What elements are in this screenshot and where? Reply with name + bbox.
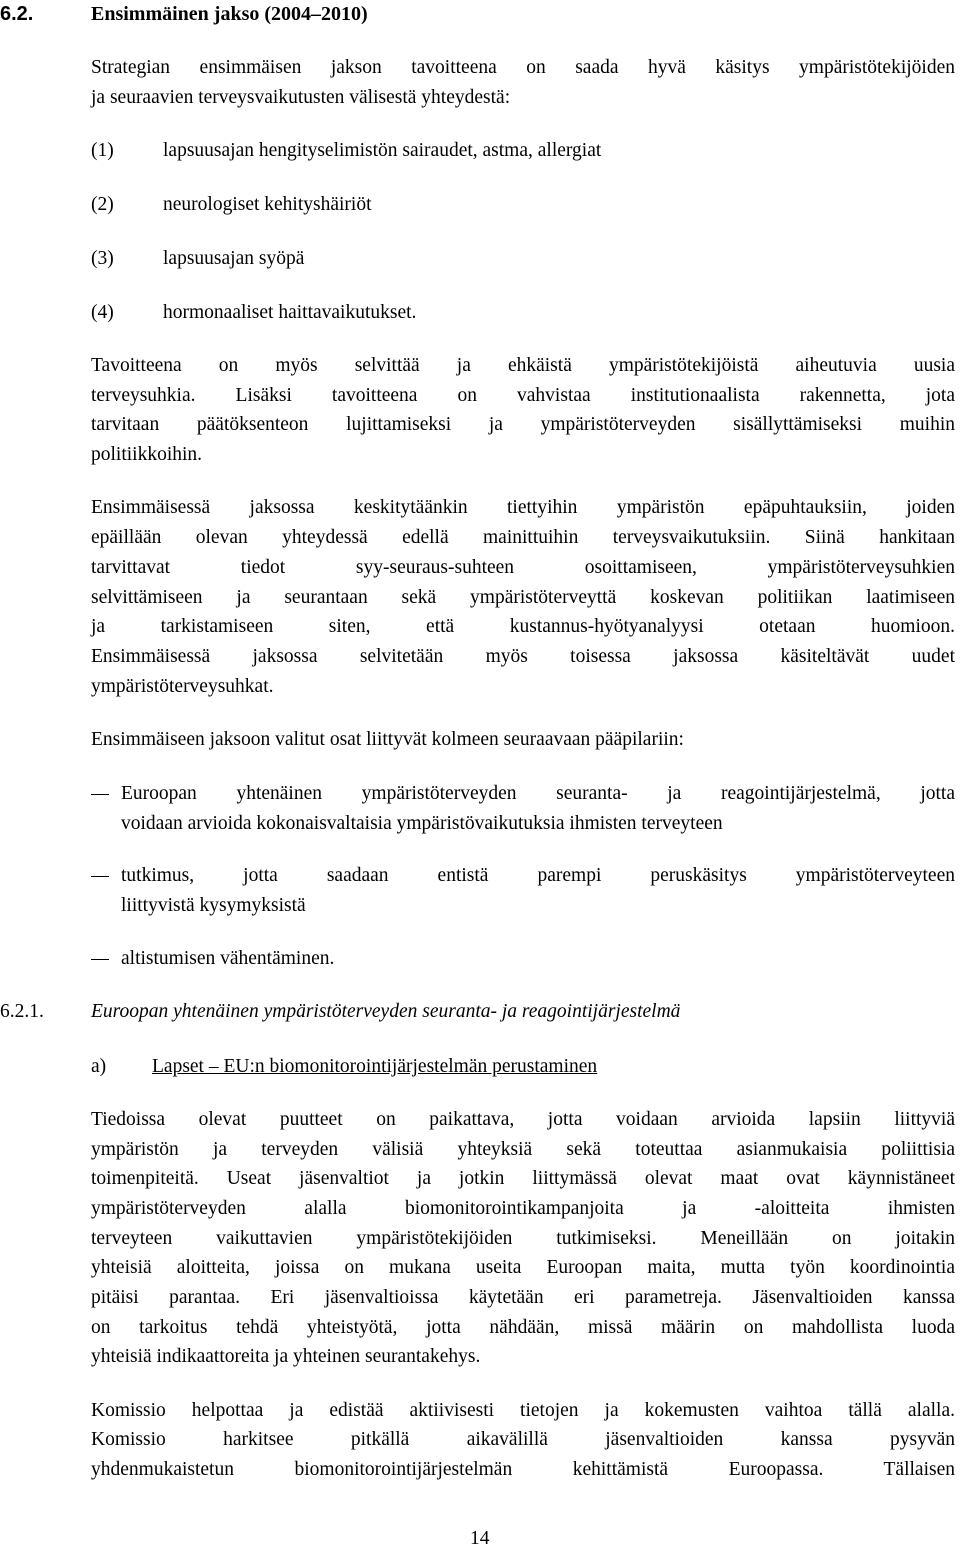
section-number: 6.2.: [0, 3, 34, 25]
item-title: Lapset – EU:n biomonitorointijärjestelmän perustaminen: [152, 1056, 598, 1077]
list-number: (3): [91, 248, 114, 269]
page-number: 14: [470, 1528, 490, 1549]
paragraph-line: epäillään olevan yhteydessä edellä mainittuihin terveysvaikutuksiin. Siinä hankitaan: [91, 527, 955, 548]
list-item: lapsuusajan syöpä: [163, 248, 305, 269]
pillar-line: altistumisen vähentäminen.: [121, 948, 335, 969]
pillar-line: voidaan arvioida kokonaisvaltaisia ympäristövaikutuksia ihmisten terveyteen: [121, 813, 723, 834]
paragraph-line: Tiedoissa olevat puutteet on paikattava, jotta voidaan arvioida lapsiin liittyviä: [91, 1109, 955, 1130]
intro-line: ja seuraavien terveysvaikutusten välisestä yhteydestä:: [91, 87, 511, 108]
paragraph-line: Ensimmäisessä jaksossa keskitytäänkin tiettyihin ympäristön epäpuhtauksiin, joiden: [91, 497, 955, 518]
paragraph-line: yhteisiä indikaattoreita ja yhteinen seurantakehys.: [91, 1346, 481, 1367]
pillar-line: liittyvistä kysymyksistä: [121, 895, 306, 916]
paragraph-line: politiikkoihin.: [91, 444, 203, 465]
paragraph-line: tarvitaan päätöksenteon lujittamiseksi ja ympäristöterveyden sisällyttämiseksi muihin: [91, 414, 955, 435]
list-number: (4): [91, 302, 114, 323]
paragraph-line: ympäristöterveyden alalla biomonitorointikampanjoita ja -aloitteita ihmisten: [91, 1198, 955, 1219]
paragraph-line: tarvittavat tiedot syy-seuraus-suhteen osoittamiseen, ympäristöterveysuhkien: [91, 557, 955, 578]
paragraph-line: ympäristöterveysuhkat.: [91, 676, 274, 697]
paragraph-line: terveysuhkia. Lisäksi tavoitteena on vahvistaa institutionaalista rakennetta, jota: [91, 385, 955, 406]
paragraph-line: terveyteen vaikuttavien ympäristötekijöiden tutkimiseksi. Meneillään on joitakin: [91, 1228, 955, 1249]
paragraph-line: ympäristön ja terveyden välisiä yhteyksiä sekä toteuttaa asianmukaisia poliittisia: [91, 1139, 955, 1160]
paragraph-line: pitäisi parantaa. Eri jäsenvaltioissa käytetään eri parametreja. Jäsenvaltioiden kanssa: [91, 1287, 955, 1308]
list-item: neurologiset kehityshäiriöt: [163, 194, 372, 215]
list-number: (1): [91, 140, 114, 161]
section-title: Ensimmäinen jakso (2004–2010): [91, 3, 368, 25]
paragraph-line: yhteisiä aloitteita, joissa on mukana useita Euroopan maita, mutta työn koordinointia: [91, 1257, 955, 1278]
list-item: hormonaaliset haittavaikutukset.: [163, 302, 417, 323]
paragraph-line: Komissio helpottaa ja edistää aktiivisesti tietojen ja kokemusten vaihtoa tällä alalla.: [91, 1400, 955, 1421]
list-item: lapsuusajan hengityselimistön sairaudet, astma, allergiat: [163, 140, 602, 161]
paragraph-line: Komissio harkitsee pitkällä aikavälillä jäsenvaltioiden kanssa pysyvän: [91, 1429, 955, 1450]
pillar-line: Euroopan yhtenäinen ympäristöterveyden seuranta- ja reagointijärjestelmä, jotta: [121, 783, 955, 804]
subsection-number: 6.2.1.: [0, 1001, 44, 1022]
intro-line: Strategian ensimmäisen jakson tavoitteena on saada hyvä käsitys ympäristötekijöiden: [91, 57, 955, 78]
pillars-intro: Ensimmäiseen jaksoon valitut osat liittyvät kolmeen seuraavaan pääpilariin:: [91, 729, 684, 750]
dash-bullet: [91, 959, 109, 960]
paragraph-line: Ensimmäisessä jaksossa selvitetään myös toisessa jaksossa käsiteltävät uudet: [91, 646, 955, 667]
paragraph-line: selvittämiseen ja seurantaan sekä ympäristöterveyttä koskevan politiikan laatimiseen: [91, 587, 955, 608]
dash-bullet: [91, 876, 109, 877]
paragraph-line: Tavoitteena on myös selvittää ja ehkäistä ympäristötekijöistä aiheutuvia uusia: [91, 355, 955, 376]
dash-bullet: [91, 794, 109, 795]
paragraph-line: yhdenmukaistetun biomonitorointijärjestelmän kehittämistä Euroopassa. Tällaisen: [91, 1459, 955, 1480]
paragraph-line: on tarkoitus tehdä yhteistyötä, jotta nähdään, missä määrin on mahdollista luoda: [91, 1317, 955, 1338]
list-number: (2): [91, 194, 114, 215]
item-label: a): [91, 1056, 107, 1077]
paragraph-line: ja tarkistamiseen siten, että kustannus-hyötyanalyysi otetaan huomioon.: [91, 616, 955, 637]
subsection-title: Euroopan yhtenäinen ympäristöterveyden seuranta- ja reagointijärjestelmä: [91, 1001, 681, 1022]
paragraph-line: toimenpiteitä. Useat jäsenvaltiot ja jotkin liittymässä olevat maat ovat käynnistäneet: [91, 1168, 955, 1189]
pillar-line: tutkimus, jotta saadaan entistä parempi peruskäsitys ympäristöterveyteen: [121, 865, 955, 886]
